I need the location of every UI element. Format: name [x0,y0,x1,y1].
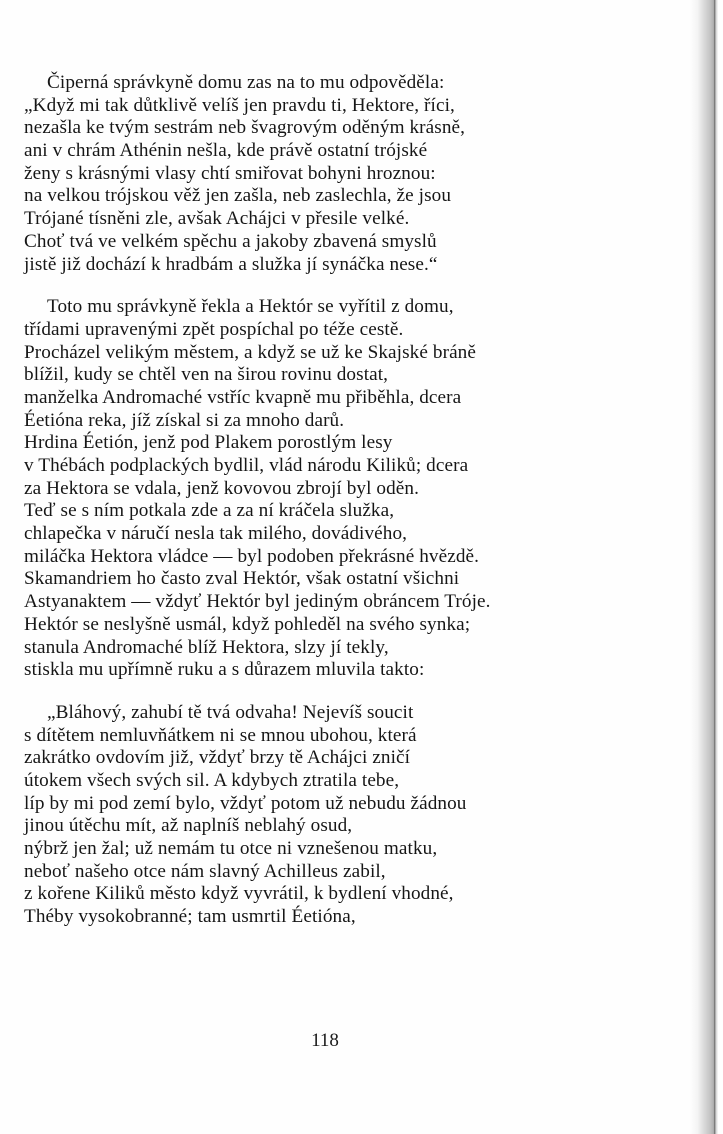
text-line: ženy s krásnými vlasy chtí smiřovat bohyni hroznou: [24,162,436,184]
text-line: ani v chrám Athénin nešla, kde právě ostatní trójské [24,140,428,162]
text-line: Teď se s ním potkala zde a za ní kráčela služka, [24,500,395,522]
page-number: 118 [311,1030,339,1051]
stanza-2 [24,296,644,682]
text-line: Toto mu správkyně řekla a Hektór se vyřítil z domu, [47,296,454,318]
text-line: třídami upravenými zpět pospíchal po téže cestě. [24,318,404,340]
text-line: Théby vysokobranné; tam usmrtil Éetióna, [24,906,356,928]
text-line: Éetióna reka, jíž získal si za mnoho darů. [24,409,345,431]
text-line: nýbrž jen žal; už nemám tu otce ni vznešenou matku, [24,838,438,859]
text-line: „Bláhový, zahubí tě tvá odvaha! Nejevíš soucit [47,701,414,723]
text-line: stiskla mu upřímně ruku a s důrazem mluvila takto: [24,659,425,681]
text-line: za Hektora se vdala, jenž kovovou zbrojí byl oděn. [24,477,420,499]
text-line: chlapečka v náručí nesla tak milého, dovádivého, [24,523,408,545]
stanza-1 [24,72,644,276]
text-line: na velkou trójskou věž jen zašla, neb zaslechla, že jsou [24,185,452,207]
book-spine-shadow [689,0,723,1134]
text-line: v Thébách podplackých bydlil, vlád národu Kiliků; dcera [24,455,469,476]
text-line: líp by mi pod zemí bylo, vždyť potom už nebudu žádnou [24,792,467,814]
text-line: Astyanaktem — vždyť Hektór byl jediným obráncem Tróje. [24,591,491,613]
text-line: Trójané tísněni zle, avšak Achájci v přesile velké. [24,208,410,230]
book-spine-edge [714,0,715,1134]
stanza-3 [24,702,644,929]
text-line: miláčka Hektora vládce — byl podoben překrásné hvězdě. [24,545,480,567]
poem-text [24,72,644,929]
text-line: „Když mi tak důtklivě velíš jen pravdu ti, Hektore, říci, [24,94,455,116]
text-line: útokem všech svých sil. A kdybych ztratila tebe, [24,769,400,791]
text-line: neboť našeho otce nám slavný Achilleus zabil, [24,860,386,882]
text-line: Procházel velikým městem, a když se už ke Skajské bráně [24,341,476,363]
text-line: zakrátko ovdovím již, vždyť brzy tě Achájci zničí [24,747,411,769]
text-line: Choť tvá ve velkém spěchu a jakoby zbavená smyslů [24,230,437,252]
text-line: jinou útěchu mít, až naplníš neblahý osud, [24,815,353,837]
text-line: stanula Andromaché blíž Hektora, slzy jí tekly, [24,636,389,658]
text-line: z kořene Kiliků město když vyvrátil, k bydlení vhodné, [24,883,454,905]
text-line: nezašla ke tvým sestrám neb švagrovým oděným krásně, [24,117,466,139]
text-line: jistě již dochází k hradbám a služka jí synáčka nese.“ [24,253,438,275]
text-line: s dítětem nemluvňátkem ni se mnou ubohou, která [24,724,417,746]
text-line: blížil, kudy se chtěl ven na širou rovinu dostat, [24,364,389,386]
text-line: manželka Andromaché vstříc kvapně mu přiběhla, dcera [24,386,462,408]
text-line: Hrdina Éetión, jenž pod Plakem porostlým lesy [24,432,393,454]
text-line: Čiperná správkyně domu zas na to mu odpověděla: [47,72,445,93]
text-line: Hektór se neslyšně usmál, když pohleděl na svého synka; [24,613,471,635]
text-line: Skamandriem ho často zval Hektór, však ostatní všichni [24,568,460,590]
